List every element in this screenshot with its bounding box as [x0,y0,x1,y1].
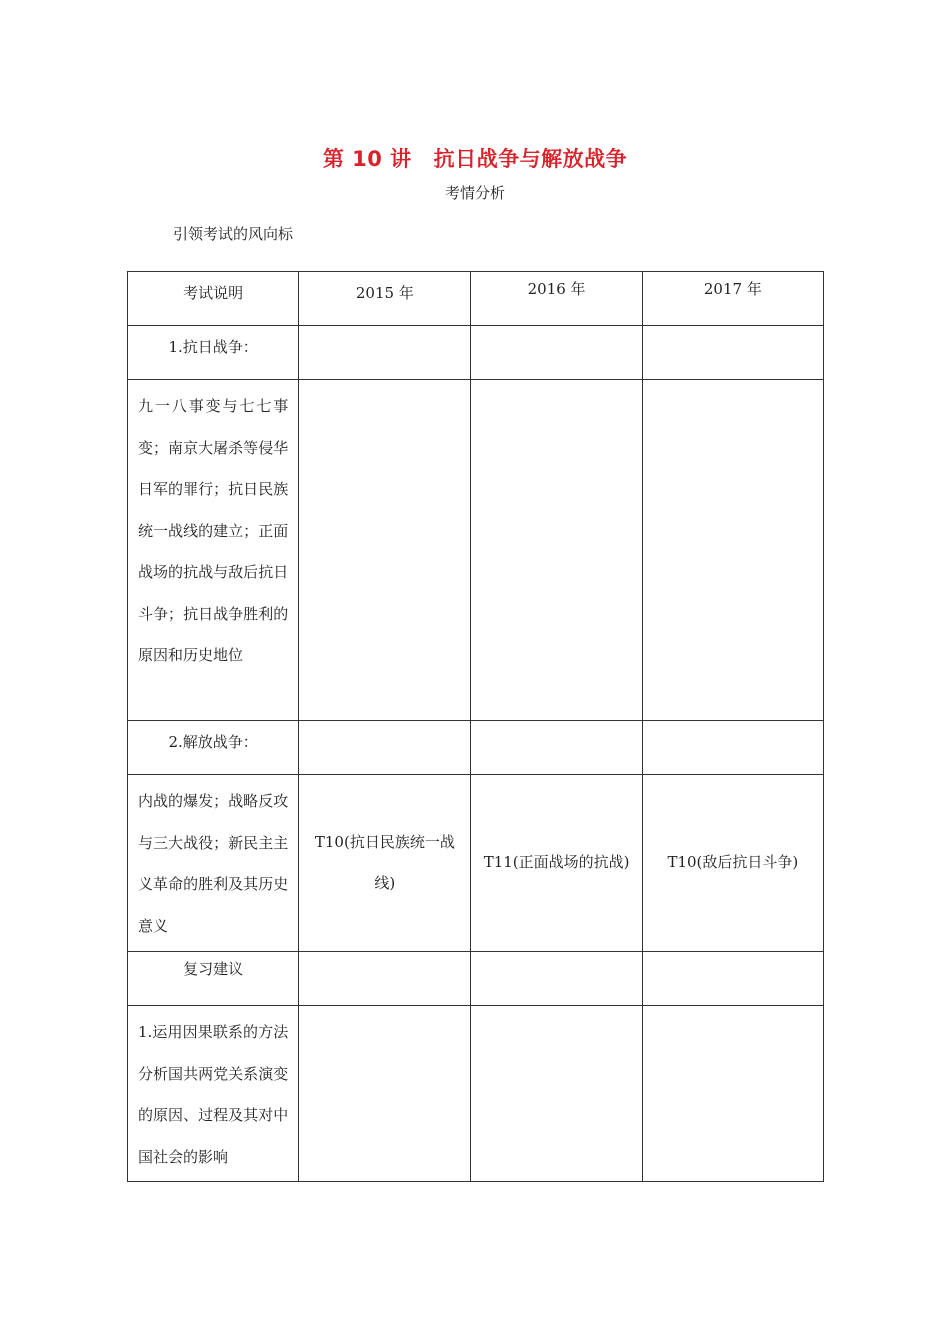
table-row [128,952,824,1006]
table-cell-2016 [471,1006,642,1182]
table-cell-label: 九一八事变与七七事变；南京大屠杀等侵华日军的罪行；抗日民族统一战线的建立；正面战场的抗战与敌后抗日斗争；抗日战争胜利的原因和历史地位 [128,380,299,721]
table-cell-2017 [642,380,823,721]
table-cell-label: 2.解放战争： [128,721,299,775]
table-cell-label: 复习建议 [128,952,299,1006]
table-cell-2017 [642,721,823,775]
table-cell-2017 [642,1006,823,1182]
column-header-exam-notes: 考试说明 [128,272,299,326]
table-cell-2015 [299,326,471,380]
table-cell-2016 [471,721,642,775]
table-cell-label: 内战的爆发；战略反攻与三大战役；新民主主义革命的胜利及其历史意义 [128,775,299,952]
exam-analysis-table [127,271,824,1182]
table-row [128,775,824,952]
page-title [0,143,950,173]
table-cell-2016 [471,380,642,721]
column-header-2016: 2016 年 [471,272,642,326]
title-topic: 抗日战争与解放战争 [433,147,628,171]
table-cell-2017: T10(敌后抗日斗争) [642,775,823,952]
table-row [128,1006,824,1182]
table-cell-2015 [299,1006,471,1182]
table-row [128,721,824,775]
table-row [128,326,824,380]
table-header-row [128,272,824,326]
table-cell-2016 [471,326,642,380]
table-cell-2016 [471,952,642,1006]
column-header-2017: 2017 年 [642,272,823,326]
table-cell-2015 [299,952,471,1006]
title-lesson-number: 第 10 讲 [322,147,412,171]
table-cell-label: 1.抗日战争： [128,326,299,380]
table-cell-2017 [642,952,823,1006]
table-cell-2017 [642,326,823,380]
table-cell-2016: T11(正面战场的抗战) [471,775,642,952]
table-cell-2015: T10(抗日民族统一战线) [299,775,471,952]
table-cell-2015 [299,721,471,775]
page-subtitle: 考情分析 [444,184,505,202]
table-cell-2015 [299,380,471,721]
table-row [128,380,824,721]
section-label: 引领考试的风向标 [173,225,294,243]
table-cell-label: 1.运用因果联系的方法分析国共两党关系演变的原因、过程及其对中国社会的影响 [128,1006,299,1182]
column-header-2015: 2015 年 [299,272,471,326]
